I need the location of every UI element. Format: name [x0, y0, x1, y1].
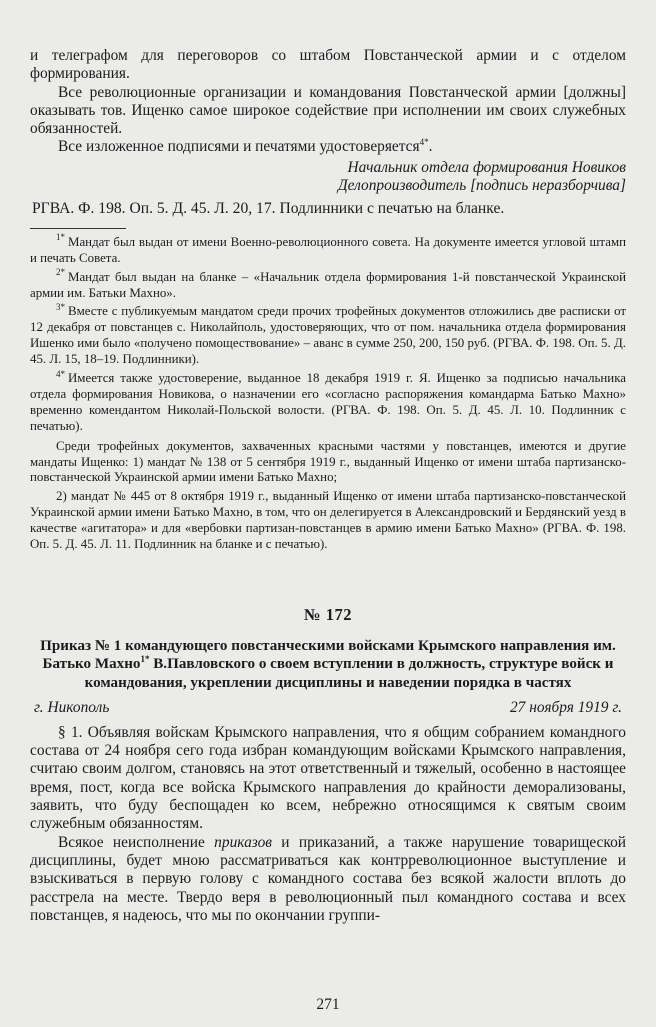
place-date-line	[30, 699, 626, 717]
document-title	[30, 637, 626, 692]
order-paragraph-2-rest: и приказаний, а также нарушение товарищеской дисциплины, будет мною рассматриваться как контрреволюционное выступление и взыскиваться в первую голову с командного состава без всякой жалости вплоть до расстрела на месте. Твердо веря в революционный пыл командного состава и всех повстанцев, я надеюсь, что мы по окончании группи-	[30, 833, 626, 924]
footnote-2	[30, 267, 626, 302]
signature-line-1: Начальник отдела формирования Новиков	[347, 158, 626, 176]
footnote-2-mark: 2*	[56, 267, 65, 278]
document-title-part-1: Приказ № 1 командующего повстанческими войсками Крымского направления им. Батько Махно	[40, 638, 616, 673]
letter-paragraph-3-end: .	[428, 138, 433, 156]
order-paragraph-1: § 1. Объявляя войскам Крымского направления, что я общим собранием командного состава от 24 ноября сего года избран командующим войсками Крымского направления, считаю своим долгом, становясь на этот ответственный и тяжелый, особенно в настоящее время, пост, когда все войска Крымского направления до крайности деморализованы, заявить, что буду беспощаден ко всем, небрежно относящимся к святым своим служебным обязанностям.	[30, 723, 626, 833]
footnote-extra-2: 2) мандат № 445 от 8 октября 1919 г., выданный Ищенко от имени штаба партизанско-повстанческой Украинской армии имени Батько Махно, в том, что он делегируется в Александровский и Бердянский уезд в качестве «агитатора» и для «вербовки партизан-повстанцев в армию имени Батько Махно» (РГВА. Ф. 198. Оп. 5. Д. 45. Л. 11. Подлинник на бланке и с печатью).	[30, 489, 626, 552]
footnote-4	[30, 368, 626, 435]
document-number: № 172	[304, 605, 352, 624]
document-title-part-2: В.Павловского о своем вступлении в должность, структуре войск и командования, укреплении дисциплины и наведении порядка в частях	[84, 656, 614, 691]
footnote-1	[30, 232, 626, 267]
footnote-ref-4: 4*	[419, 137, 429, 148]
letter-paragraph-3	[30, 138, 626, 156]
document-date: 27 ноября 1919 г.	[509, 698, 622, 716]
signature-line-2: Делопроизводитель [подпись неразборчива]	[337, 177, 626, 195]
letter-paragraph-2: Все революционные организации и командования Повстанческой армии [должны] оказывать тов. Ищенко самое широкое содействие при исполнении им своих служебных обязанностей.	[30, 83, 626, 138]
page-number: 271	[316, 996, 340, 1013]
footnote-1-text: Мандат был выдан от имени Военно-революционного совета. На документе имеется угловой штамп и печать Совета.	[30, 234, 626, 265]
footnote-1-mark: 1*	[56, 232, 65, 243]
order-paragraph-2	[30, 834, 626, 925]
footnote-3	[30, 304, 626, 368]
footnote-3-mark: 3*	[56, 302, 65, 313]
footnote-4-mark: 4*	[56, 368, 65, 379]
footnote-2-text: Мандат был выдан на бланке – «Начальник отдела формирования 1-й повстанческой Украинской армии им. Батьки Махно».	[30, 269, 626, 300]
order-paragraph-2-italic: приказов	[214, 833, 272, 851]
document-place: г. Никополь	[34, 698, 110, 716]
footnote-divider	[30, 228, 126, 229]
footnote-3-text: Вместе с публикуемым мандатом среди прочих трофейных документов отложились две расписки от 12 декабря от повстанцев с. Николайполь, удостоверяющих, что от пом. начальника отдела формирования Ишенко ими было «получено помоществование» – аванс в сумме 250, 200, 150 руб. (РГВА. Ф. 198. Оп. 5. Д. 45. Л. 15, 18–19. Подлинники).	[30, 304, 626, 367]
letter-paragraph-3-text: Все изложенное подписями и печатями удостоверяется	[58, 138, 420, 156]
order-paragraph-2-start: Всякое неисполнение	[58, 833, 215, 851]
page-content	[30, 47, 626, 925]
archive-source: РГВА. Ф. 198. Оп. 5. Д. 45. Л. 20, 17. Подлинники с печатью на бланке.	[32, 199, 505, 217]
title-footnote-ref: 1*	[140, 654, 150, 665]
signature-block	[30, 159, 626, 196]
footnote-4-text: Имеется также удостоверение, выданное 18 декабря 1919 г. Я. Ищенко за подписью начальника отдела формирования Новикова, о назначении его «согласно распоряжения командарма Батько Махно» временно комендантом Николай-Польской волости. (РГВА. Ф. 198. Оп. 5. Д. 45. Л. 10. Подлинник с печатью).	[30, 371, 626, 433]
footnote-extra-1: Среди трофейных документов, захваченных красными частями у повстанцев, имеются и другие мандаты Ищенко: 1) мандат № 138 от 5 сентября 1919 г., выданный Ищенко от имени штаба партизанско-повстанческой Украинской армии имени Батько Махно;	[30, 438, 626, 485]
footnotes-section	[30, 232, 626, 553]
letter-paragraph-1: и телеграфом для переговоров со штабом Повстанческой армии и с отделом формирования.	[30, 47, 626, 83]
